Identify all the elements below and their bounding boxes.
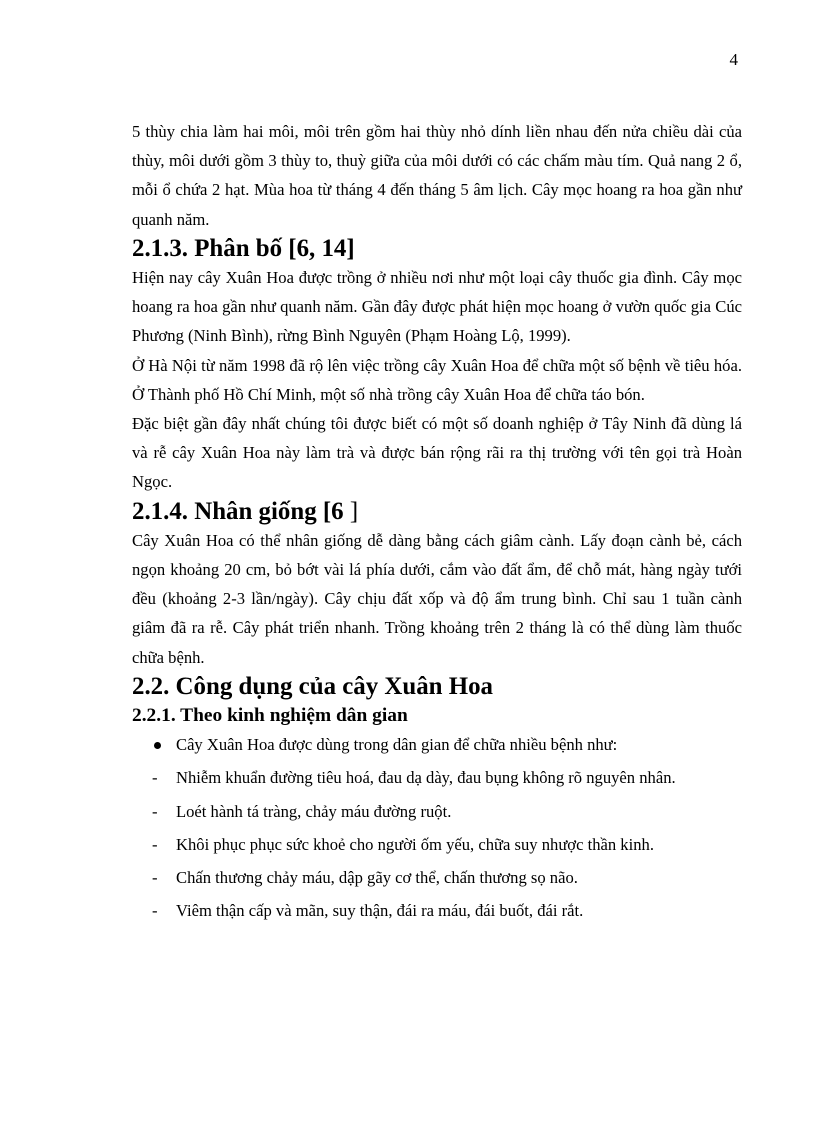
section-propagation: [132, 497, 742, 672]
list-item-text: Khôi phục phục sức khoẻ cho người ốm yếu, chữa suy nhược thần kinh.: [176, 834, 654, 854]
list-item-text: Viêm thận cấp và mãn, suy thận, đái ra máu, đái buốt, đái rắt.: [176, 901, 584, 921]
distribution-paragraph-3: Đặc biệt gần đây nhất chúng tôi được biết có một số doanh nghiệp ở Tây Ninh đã dùng lá và rễ cây Xuân Hoa này làm trà và được bán rộng rãi ra thị trường với tên gọi trà Hoàn Ngọc.: [132, 414, 742, 492]
section-distribution: [132, 234, 742, 497]
folk-remedies-list: [132, 730, 742, 925]
distribution-paragraph-2: Ở Hà Nội từ năm 1998 đã rộ lên việc trồng cây Xuân Hoa để chữa một số bệnh về tiêu hóa. Ở Thành phố Hồ Chí Minh, một số nhà trồng cây Xuân Hoa để chữa táo bón.: [132, 355, 742, 404]
dash-marker: -: [152, 868, 158, 888]
propagation-heading-bracket: ]: [343, 497, 359, 525]
section-heading-propagation: [132, 497, 742, 526]
list-item-text: Chấn thương chảy máu, dập gãy cơ thể, chấn thương sọ não.: [176, 868, 578, 888]
list-item-text: Loét hành tá tràng, chảy máu đường ruột.: [176, 801, 452, 821]
list-item: [132, 763, 742, 792]
dash-marker: -: [152, 768, 158, 788]
bullet-dot-icon: [154, 742, 161, 749]
intro-paragraph: 5 thùy chia làm hai môi, môi trên gồm hai thùy nhỏ dính liền nhau đến nửa chiều dài của thùy, môi dưới gồm 3 thùy to, thuỳ giữa của môi dưới có các chấm màu tím. Quả nang 2 ổ, mỗi ổ chứa 2 hạt. Mùa hoa từ tháng 4 đến tháng 5 âm lịch. Cây mọc hoang ra hoa gần như quanh năm.: [132, 122, 742, 229]
list-item: [132, 797, 742, 826]
list-item: [132, 830, 742, 859]
dash-marker: -: [152, 901, 158, 921]
document-body: [132, 117, 742, 925]
propagation-paragraph: Cây Xuân Hoa có thể nhân giống dễ dàng bằng cách giâm cành. Lấy đoạn cành bẻ, cách ngọn khoảng 20 cm, bỏ bớt vài lá phía dưới, cắm vào đất ẩm, để chỗ mát, hàng ngày tưới đều (khoảng 2-3 lần/ngày). Cây chịu đất xốp và độ ẩm trung bình. Chỉ sau 1 tuần cành giâm đã ra rễ. Cây phát triển nhanh. Trồng khoảng trên 2 tháng là có thể dùng làm thuốc chữa bệnh.: [132, 530, 742, 667]
section-heading-folk-experience: 2.2.1. Theo kinh nghiệm dân gian: [132, 705, 408, 727]
list-item: [132, 896, 742, 925]
dash-marker: -: [152, 834, 158, 854]
page-number: 4: [729, 50, 738, 69]
section-uses: [132, 672, 742, 926]
distribution-paragraph-1: Hiện nay cây Xuân Hoa được trồng ở nhiều nơi như một loại cây thuốc gia đình. Cây mọc hoang ra hoa gần như quanh năm. Gần đây được phát hiện mọc hoang ở vườn quốc gia Cúc Phương (Ninh Bình), rừng Bình Nguyên (Phạm Hoàng Lộ, 1999).: [132, 268, 742, 346]
section-heading-uses: 2.2. Công dụng của cây Xuân Hoa: [132, 672, 493, 700]
list-item-intro: [132, 730, 742, 759]
list-item: [132, 863, 742, 892]
dash-marker: -: [152, 801, 158, 821]
list-item-text: Nhiễm khuẩn đường tiêu hoá, đau dạ dày, đau bụng không rõ nguyên nhân.: [176, 768, 676, 788]
propagation-heading-bold: 2.1.4. Nhân giống [6: [132, 497, 344, 525]
section-heading-distribution: 2.1.3. Phân bố [6, 14]: [132, 234, 355, 262]
list-item-text: Cây Xuân Hoa được dùng trong dân gian để chữa nhiều bệnh như:: [176, 735, 618, 755]
